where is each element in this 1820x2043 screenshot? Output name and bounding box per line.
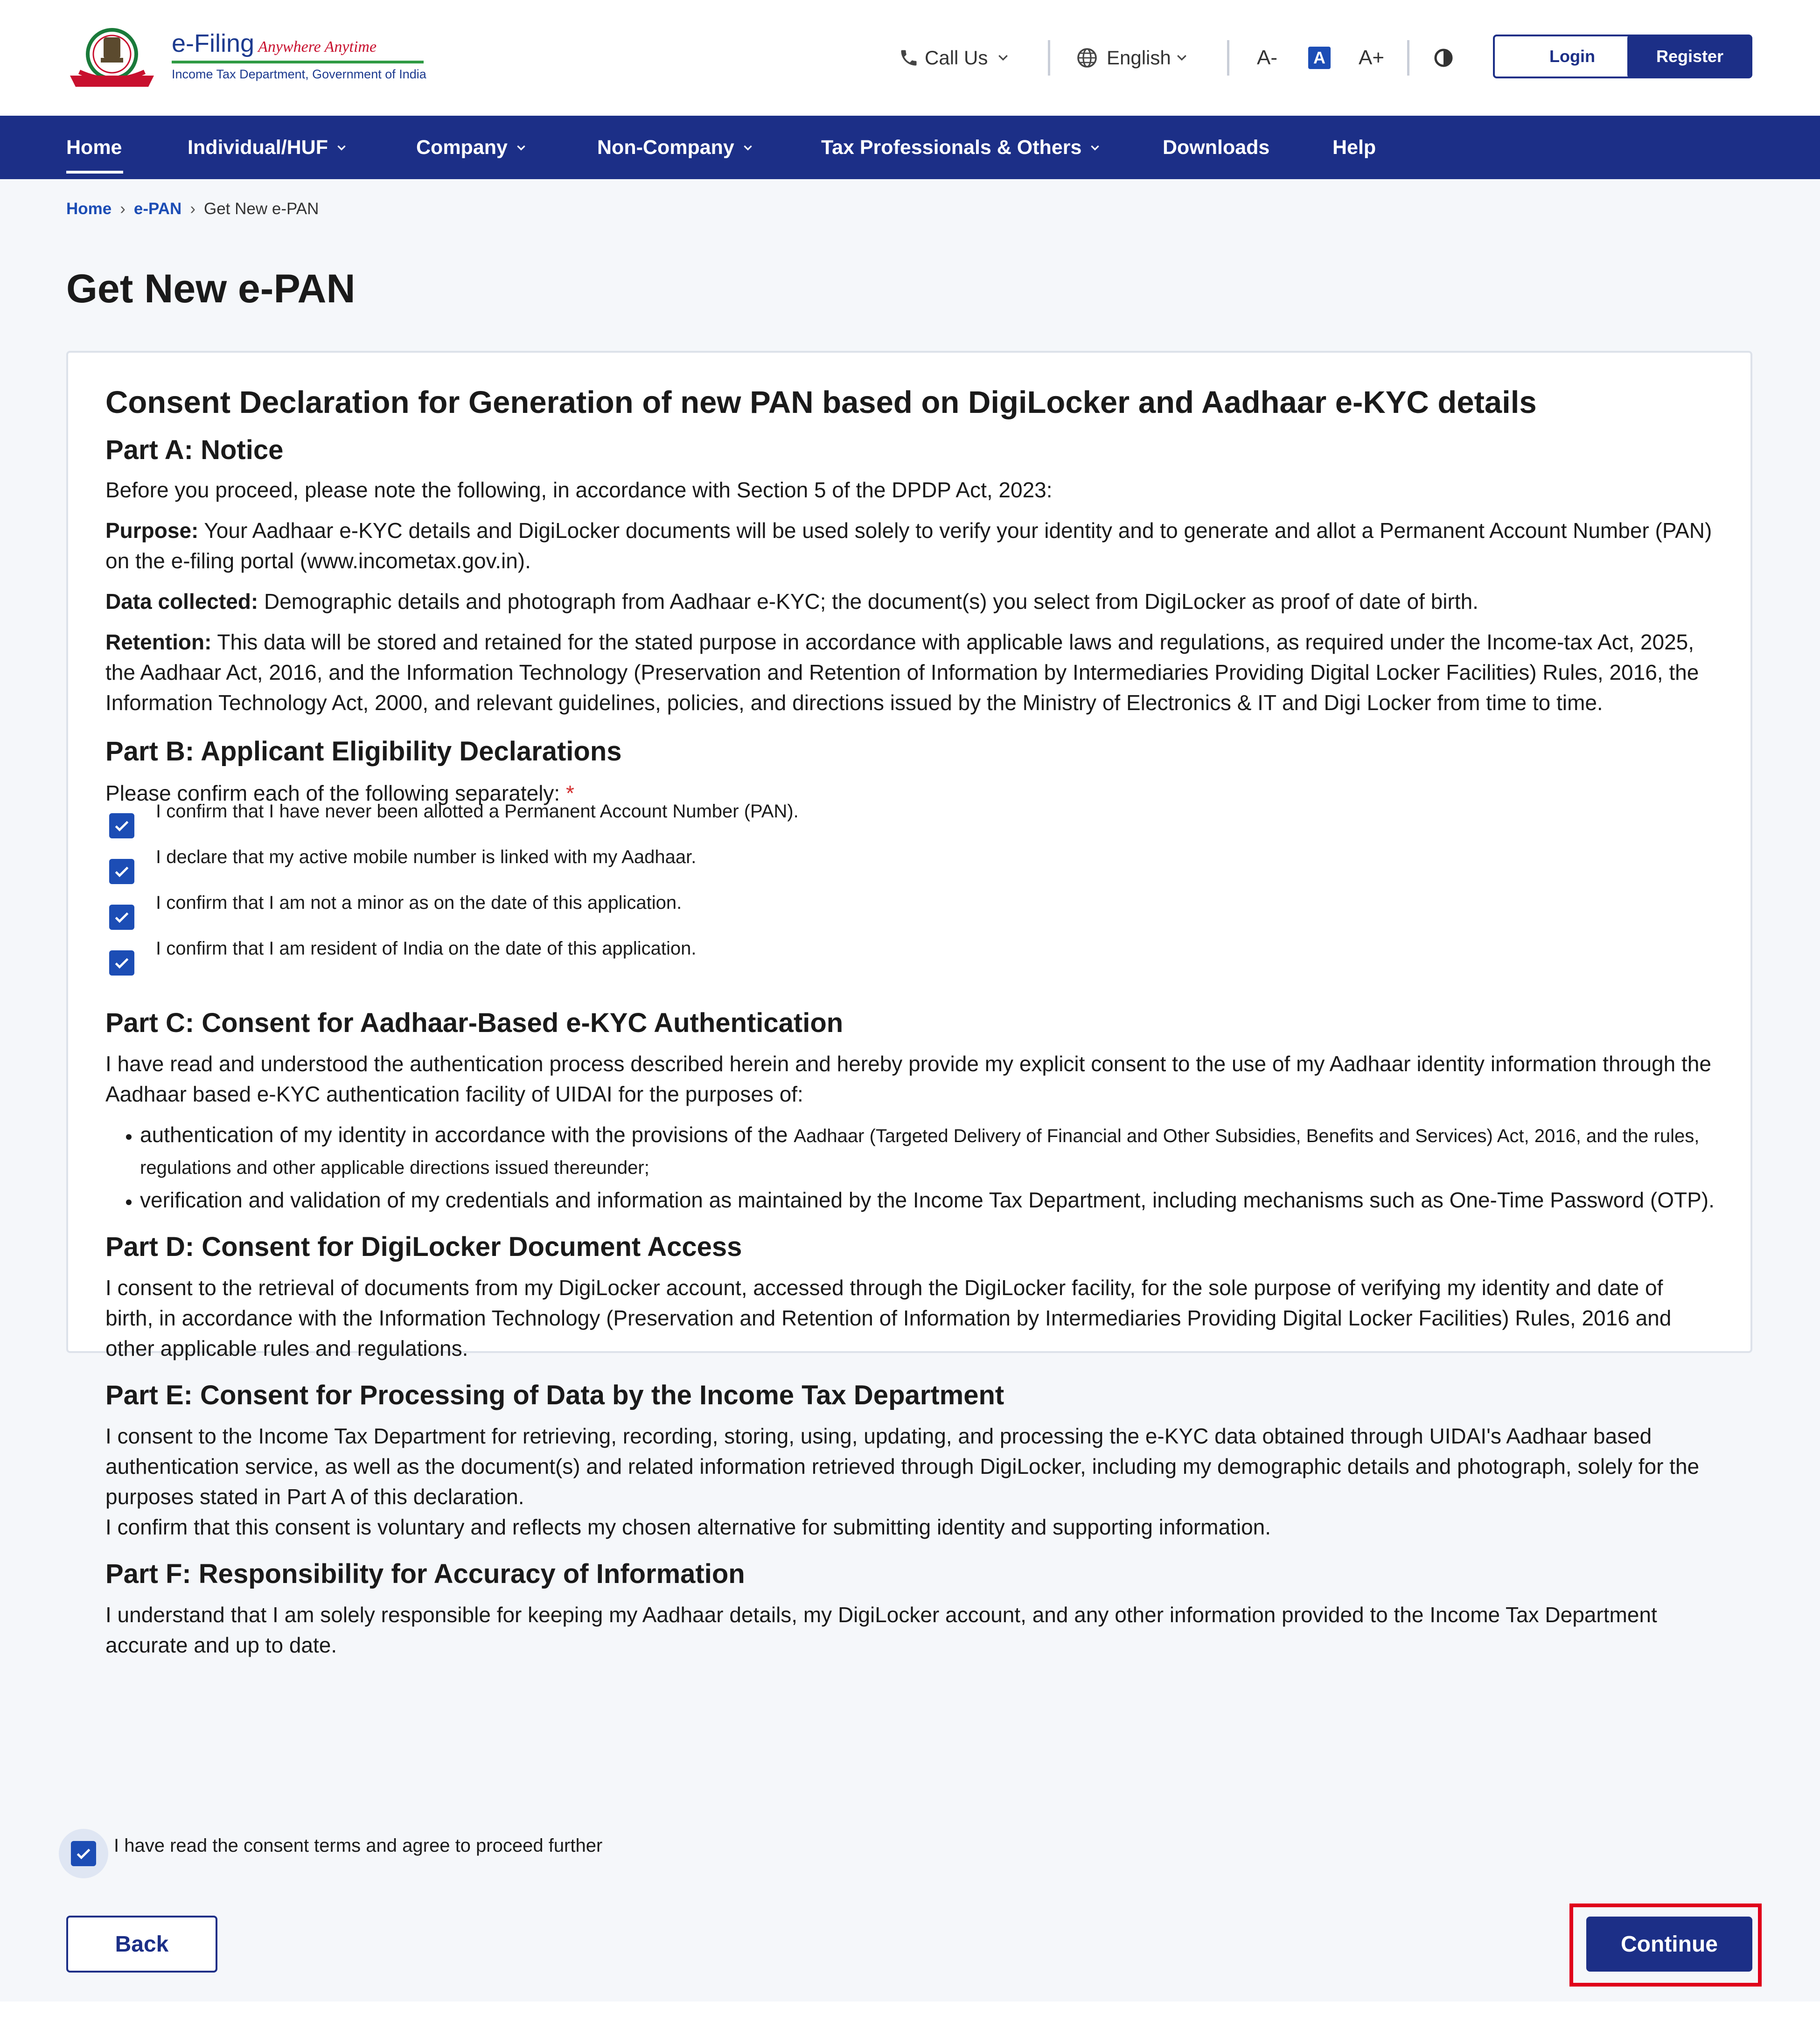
logo-title: e-Filing Anywhere Anytime bbox=[172, 29, 377, 57]
page-title: Get New e-PAN bbox=[66, 266, 356, 311]
call-us-label: Call Us bbox=[925, 47, 988, 69]
breadcrumb-separator-icon: › bbox=[120, 200, 126, 218]
chevron-down-icon bbox=[1175, 51, 1189, 65]
part-a-purpose bbox=[105, 516, 1715, 576]
breadcrumb-separator-icon: › bbox=[190, 200, 195, 218]
header-divider bbox=[1407, 40, 1409, 76]
login-button[interactable]: Login bbox=[1493, 35, 1652, 78]
nav-item-label: Tax Professionals & Others bbox=[821, 136, 1082, 159]
call-us-dropdown[interactable] bbox=[899, 41, 1010, 75]
logo-tagline: Anywhere Anytime bbox=[258, 38, 377, 56]
eligibility-check-mobile-linked[interactable] bbox=[105, 847, 1715, 893]
list-item bbox=[140, 1185, 1715, 1215]
font-increase-button[interactable] bbox=[1359, 41, 1384, 75]
font-increase-label: A+ bbox=[1359, 46, 1385, 69]
bullet-text-act: Aadhaar (Targeted Delivery of Financial and Other Subsidies, Benefits and Services) Act, 2016, and the rules, regulations and other applicable directions issued thereunder; bbox=[140, 1126, 1700, 1178]
part-d-title: Part D: Consent for DigiLocker Document Access bbox=[105, 1232, 742, 1262]
back-button[interactable]: Back bbox=[66, 1916, 217, 1973]
agree-checkbox-focus-ring[interactable] bbox=[59, 1829, 108, 1878]
nav-item-label: Downloads bbox=[1163, 136, 1270, 159]
logo-underline bbox=[172, 61, 424, 63]
checkbox-label: I confirm that I have never been allotted a Permanent Account Number (PAN). bbox=[156, 801, 799, 822]
nav-item-label: Help bbox=[1332, 136, 1376, 159]
part-b-intro-text: Please confirm each of the following separately: bbox=[105, 781, 560, 805]
breadcrumb-home[interactable]: Home bbox=[66, 200, 112, 218]
part-a-data-collected bbox=[105, 586, 1715, 617]
chevron-down-icon bbox=[996, 51, 1010, 65]
globe-icon bbox=[1076, 47, 1098, 69]
active-nav-indicator bbox=[66, 171, 123, 174]
contrast-toggle[interactable] bbox=[1432, 41, 1455, 75]
checkbox[interactable] bbox=[109, 905, 134, 930]
checkbox-label: I declare that my active mobile number is linked with my Aadhaar. bbox=[156, 847, 697, 867]
chevron-down-icon bbox=[335, 141, 348, 153]
required-marker: * bbox=[565, 781, 574, 805]
list-item bbox=[140, 1120, 1715, 1183]
purpose-label: Purpose: bbox=[105, 518, 199, 543]
part-a-intro: Before you proceed, please note the following, in accordance with Section 5 of the DPDP Act, 2023: bbox=[105, 478, 1053, 502]
checkbox[interactable] bbox=[109, 950, 134, 976]
header-divider bbox=[1227, 40, 1229, 76]
declaration-title: Consent Declaration for Generation of new PAN based on DigiLocker and Aadhaar e-KYC details bbox=[105, 385, 1537, 420]
font-decrease-button[interactable] bbox=[1257, 41, 1277, 75]
nav-item-home[interactable] bbox=[66, 116, 122, 179]
breadcrumb-current: Get New e-PAN bbox=[203, 200, 319, 218]
breadcrumb bbox=[66, 200, 319, 218]
part-a-retention bbox=[105, 627, 1715, 718]
part-f-text: I understand that I am solely responsible for keeping my Aadhaar details, my DigiLocker account, and any other information provided to the Income Tax Department accurate and up to date. bbox=[105, 1603, 1657, 1657]
part-e-title: Part E: Consent for Processing of Data by the Income Tax Department bbox=[105, 1380, 1004, 1410]
font-normal-button[interactable] bbox=[1308, 41, 1331, 75]
top-header bbox=[0, 0, 1820, 116]
font-normal-label: A bbox=[1308, 47, 1331, 69]
emblem-icon bbox=[65, 25, 163, 91]
part-d-text: I consent to the retrieval of documents from my DigiLocker account, accessed through the DigiLocker facility, for the sole purpose of verifying my identity and date of birth, in accordance with the Information Technology (Preservation and Retention of Information by Intermediaries Providing Digital Locker Facilities) Rules, 2016 and other applicable rules and regulations. bbox=[105, 1276, 1672, 1360]
checkmark-icon bbox=[113, 817, 131, 835]
efiling-logo[interactable] bbox=[65, 25, 426, 91]
eligibility-check-resident[interactable] bbox=[105, 938, 1715, 984]
breadcrumb-epan[interactable]: e-PAN bbox=[133, 200, 182, 218]
register-button[interactable]: Register bbox=[1627, 35, 1752, 78]
chevron-down-icon bbox=[515, 141, 527, 153]
part-a-title: Part A: Notice bbox=[105, 435, 284, 465]
contrast-icon bbox=[1432, 47, 1455, 69]
bullet-text: authentication of my identity in accordance with the provisions of the bbox=[140, 1123, 794, 1147]
data-collected-text: Demographic details and photograph from Aadhaar e-KYC; the document(s) you select from DigiLocker as proof of date of birth. bbox=[258, 589, 1478, 614]
eligibility-checklist bbox=[105, 801, 1715, 984]
checkmark-icon bbox=[113, 908, 131, 926]
part-b-title: Part B: Applicant Eligibility Declarations bbox=[105, 736, 622, 767]
part-c-title: Part C: Consent for Aadhaar-Based e-KYC Authentication bbox=[105, 1008, 844, 1038]
header-divider bbox=[1048, 40, 1050, 76]
nav-item-label: Individual/HUF bbox=[188, 136, 328, 159]
checkbox[interactable] bbox=[109, 813, 134, 838]
checkmark-icon bbox=[113, 863, 131, 880]
nav-item-label: Home bbox=[66, 136, 122, 159]
chevron-down-icon bbox=[1089, 141, 1101, 153]
chevron-down-icon bbox=[742, 141, 754, 153]
checkbox[interactable] bbox=[109, 859, 134, 884]
checkbox-label: I confirm that I am resident of India on the date of this application. bbox=[156, 938, 697, 959]
nav-item-label: Company bbox=[416, 136, 508, 159]
main-nav bbox=[0, 116, 1820, 179]
nav-item-individual-huf[interactable] bbox=[188, 116, 348, 179]
purpose-text: Your Aadhaar e-KYC details and DigiLocker documents will be used solely to verify your identity and to generate and allot a Permanent Account Number (PAN) on the e-filing portal (www.incometax.gov.in). bbox=[105, 518, 1712, 573]
checkbox-label: I confirm that I am not a minor as on the date of this application. bbox=[156, 893, 682, 913]
continue-button[interactable]: Continue bbox=[1586, 1917, 1752, 1972]
eligibility-check-not-minor[interactable] bbox=[105, 893, 1715, 938]
part-f-title: Part F: Responsibility for Accuracy of Information bbox=[105, 1559, 745, 1589]
nav-item-help[interactable] bbox=[1332, 116, 1376, 179]
agree-checkbox[interactable] bbox=[71, 1841, 96, 1866]
agree-consent-row[interactable] bbox=[59, 1829, 602, 1878]
language-dropdown[interactable] bbox=[1076, 41, 1189, 75]
page-footer-strip bbox=[0, 2001, 1820, 2043]
eligibility-check-never-allotted-pan[interactable] bbox=[105, 801, 1715, 847]
part-c-purposes-list bbox=[105, 1120, 1715, 1215]
part-e-text: I consent to the Income Tax Department for retrieving, recording, storing, using, updating, and processing the e-KYC data obtained through UIDAI's Aadhaar based authentication service, as well as the document(s) and related information retrieved through DigiLocker, including my demographic details and photograph, solely for the purposes stated in Part A of this declaration. bbox=[105, 1424, 1700, 1509]
agree-checkbox-label: I have read the consent terms and agree to proceed further bbox=[114, 1835, 603, 1856]
nav-item-company[interactable] bbox=[416, 116, 527, 179]
bullet-text: verification and validation of my credentials and information as maintained by the Income Tax Department, including mechanisms such as One-Time Password (OTP). bbox=[140, 1188, 1715, 1212]
checkmark-icon bbox=[113, 954, 131, 972]
nav-item-downloads[interactable] bbox=[1163, 116, 1269, 179]
nav-item-tax-professionals[interactable] bbox=[821, 116, 1101, 179]
retention-text: This data will be stored and retained for the stated purpose in accordance with applicable laws and regulations, as required under the Income-tax Act, 2025, the Aadhaar Act, 2016, and the Information Technology (Preservation and Retention of Information by Intermediaries Providing Digital Locker Facilities) Rules, 2016, the Information Technology Act, 2000, and relevant guidelines, policies, and directions issued by the Ministry of Electronics & IT and Digi Locker from time to time. bbox=[105, 630, 1699, 715]
data-collected-label: Data collected: bbox=[105, 589, 258, 614]
logo-subtitle: Income Tax Department, Government of India bbox=[172, 67, 426, 81]
phone-icon bbox=[899, 48, 919, 68]
checkmark-icon bbox=[75, 1845, 92, 1862]
consent-card bbox=[66, 351, 1752, 1657]
language-label: English bbox=[1107, 47, 1171, 69]
part-c-intro: I have read and understood the authentication process described herein and hereby provide my explicit consent to the use of my Aadhaar identity information through the Aadhaar based e-KYC authentication facility of UIDAI for the purposes of: bbox=[105, 1052, 1711, 1106]
part-e-voluntary-text: I confirm that this consent is voluntary and reflects my chosen alternative for submitting identity and supporting information. bbox=[105, 1515, 1271, 1539]
nav-item-non-company[interactable] bbox=[597, 116, 754, 179]
font-decrease-label: A- bbox=[1257, 46, 1277, 69]
nav-item-label: Non-Company bbox=[597, 136, 734, 159]
retention-label: Retention: bbox=[105, 630, 212, 654]
